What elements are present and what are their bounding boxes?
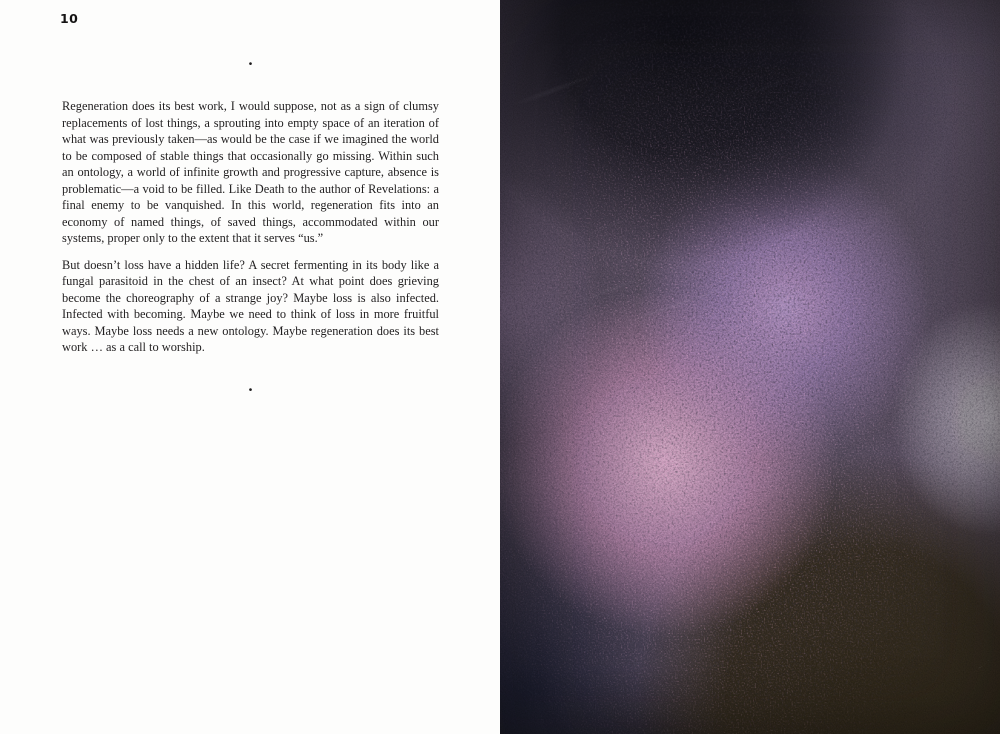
section-break-dot-top: . [248, 50, 253, 69]
right-page [500, 0, 1000, 734]
page-number: 10 [60, 11, 79, 26]
text-column [62, 52, 439, 394]
paragraph-loss-hidden-life: But doesn’t loss have a hidden life? A secret fermenting in its body like a fungal parasitoid in the chest of an insect? At what point does grieving become the choreography of a strange joy? Maybe loss is also infected. Infected with becoming. Maybe we need to think of loss in more fruitful ways. Maybe loss needs a new ontology. Maybe regeneration does its best work … as a call to worship. [62, 257, 439, 354]
paragraph-regeneration: Regeneration does its best work, I would suppose, not as a sign of clumsy replacements of lost things, a sprouting into empty space of an iteration of what was previously taken—as would be the case if we imagined the world to be composed of stable things that occasionally go missing. Within such an ontology, a world of infinite growth and progressive capture, absence is problematic—a void to be filled. Like Death to the author of Revelations: a final enemy to be vanquished. In this world, regeneration fits into an economy of named things, of saved things, accommodated within our systems, proper only to the extent that it serves “us.” [62, 99, 439, 245]
section-break-dot-bottom: . [248, 375, 253, 395]
artwork-vignette [500, 0, 1000, 734]
artwork-image [500, 0, 1000, 734]
